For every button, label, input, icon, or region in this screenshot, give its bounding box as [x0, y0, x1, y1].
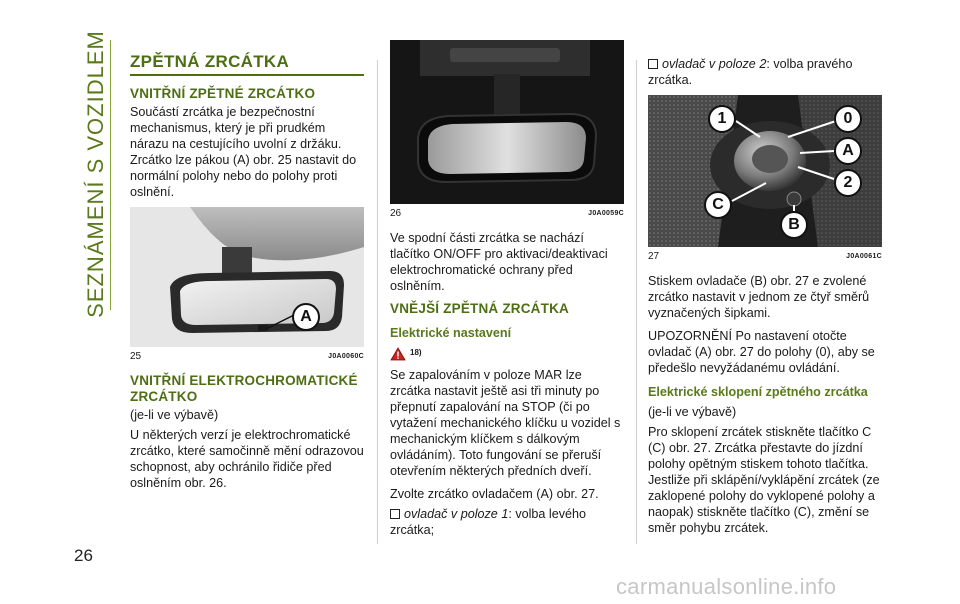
watermark: carmanualsonline.info	[616, 574, 837, 599]
paragraph-interior-mirror: Součástí zrcátka je bezpečnostní mechanismus, který je při prudkém nárazu na cestujícího uvolní z držáku. Zrcátko lze pákou (A) obr. 25 nastavit do normální polohy nebo do polohy proti oslnění.	[130, 105, 357, 199]
figure-27-image	[648, 95, 882, 247]
figure-27-callout-c: C	[704, 191, 732, 219]
figure-25-drawing	[130, 207, 364, 347]
column-divider-1	[377, 60, 378, 544]
heading-interior-mirror: VNITŘNÍ ZPĚTNÉ ZRCÁTKO	[130, 86, 316, 101]
subheading-electric-folding: Elektrické sklopení zpětného zrcátka	[648, 385, 868, 399]
section-title-mirrors: ZPĚTNÁ ZRCÁTKA	[130, 52, 290, 71]
bullet-square-icon	[648, 59, 658, 69]
heading-exterior-mirrors: VNĚJŠÍ ZPĚTNÁ ZRCÁTKA	[390, 301, 569, 316]
figure-27-caption	[648, 249, 882, 265]
subheading-electric-adjustment: Elektrické nastavení	[390, 326, 512, 340]
figure-25-callout-a: A	[292, 303, 320, 331]
side-chapter-title	[62, 30, 130, 318]
paragraph-warning-note: UPOZORNĚNÍ Po nastavení otočte ovladač (A) obr. 27 do polohy (0), aby se předešlo nevyžádanému ovládání.	[648, 329, 875, 375]
column-3	[648, 52, 882, 543]
figure-27-callout-2: 2	[834, 169, 862, 197]
figure-25-code: J0A0060C	[328, 353, 364, 360]
bullet-position-2	[648, 56, 882, 88]
warning-triangle-icon	[390, 347, 406, 361]
bullet-position-1-text: : volba levého zrcátka;	[390, 507, 587, 537]
figure-27-number: 27	[648, 251, 660, 262]
paragraph-folding-instructions: Pro sklopení zrcátek stiskněte tlačítko C (C) obr. 27. Zrcátka přestavte do jízdní polohy opětným stiskem tohoto tlačítka. Jestliže při sklápění/vyklápění zrcátek (ze zaklopené polohy do vyklopené polohy a naopak) stiskněte tlačítko (C), změní se směr pohybu zrcátek.	[648, 425, 880, 535]
bullet-position-1-italic: ovladač v poloze 1	[404, 507, 509, 521]
column-divider-2	[636, 60, 637, 544]
figure-27-callout-b: B	[780, 211, 808, 239]
bullet-square-icon	[390, 509, 400, 519]
bullet-position-2-italic: ovladač v poloze 2	[662, 57, 767, 71]
paragraph-press-controller-b: Stiskem ovladače (B) obr. 27 e zvolené zrcátko nastavit v jednom ze čtyř směrů vyznačených šipkami.	[648, 274, 870, 320]
paragraph-electrochromatic: U některých verzí je elektrochromatické zrcátko, které samočinně mění odrazovou schopnost, aby ochránilo řidiče před oslněním obr. 26.	[130, 428, 364, 490]
figure-25-number: 25	[130, 351, 142, 362]
figure-26-code: J0A0059C	[588, 210, 624, 217]
side-rule	[110, 40, 111, 310]
paragraph-on-off-button: Ve spodní části zrcátka se nachází tlačítko ON/OFF pro aktivaci/deaktivaci elektrochromatické ochrany před oslněním.	[390, 231, 608, 293]
column-1	[130, 50, 364, 498]
paragraph-ignition-mar: Se zapalováním v poloze MAR lze zrcátka nastavit ještě asi tři minuty po přepnutí zapalování na STOP (či po vytažení mechanického klíčku u vozidel s mechanickým klíčkem s dálkovým ovládáním). Toto fungování se přeruší otevřením některých předních dveří.	[390, 368, 621, 478]
heading-electrochromatic-mirror: VNITŘNÍ ELEKTROCHROMATICKÉ ZRCÁTKO	[130, 373, 358, 404]
note-if-equipped-2: (je-li ve výbavě)	[648, 405, 737, 419]
bullet-position-2-text: : volba pravého zrcátka.	[648, 57, 853, 87]
paragraph-select-mirror: Zvolte zrcátko ovladačem (A) obr. 27.	[390, 487, 599, 501]
figure-27-callout-0: 0	[834, 105, 862, 133]
figure-25-caption	[130, 349, 364, 365]
side-chapter-title-text: SEZNÁMENÍ S VOZIDLEM	[83, 30, 108, 318]
figure-26-number: 26	[390, 208, 402, 219]
figure-25-image	[130, 207, 364, 347]
page-number: 26	[74, 546, 93, 565]
warning-reference	[390, 345, 624, 361]
bullet-position-1	[390, 506, 624, 538]
figure-27-callout-1: 1	[708, 105, 736, 133]
warning-ref-number: 18)	[410, 348, 422, 357]
figure-26-caption	[390, 206, 624, 222]
column-2	[390, 40, 624, 545]
note-if-equipped: (je-li ve výbavě)	[130, 408, 219, 422]
figure-27-code: J0A0061C	[846, 253, 882, 260]
title-underline	[130, 74, 364, 76]
figure-26-image	[390, 40, 624, 204]
figure-26-drawing	[390, 40, 624, 204]
figure-27-callout-a: A	[834, 137, 862, 165]
